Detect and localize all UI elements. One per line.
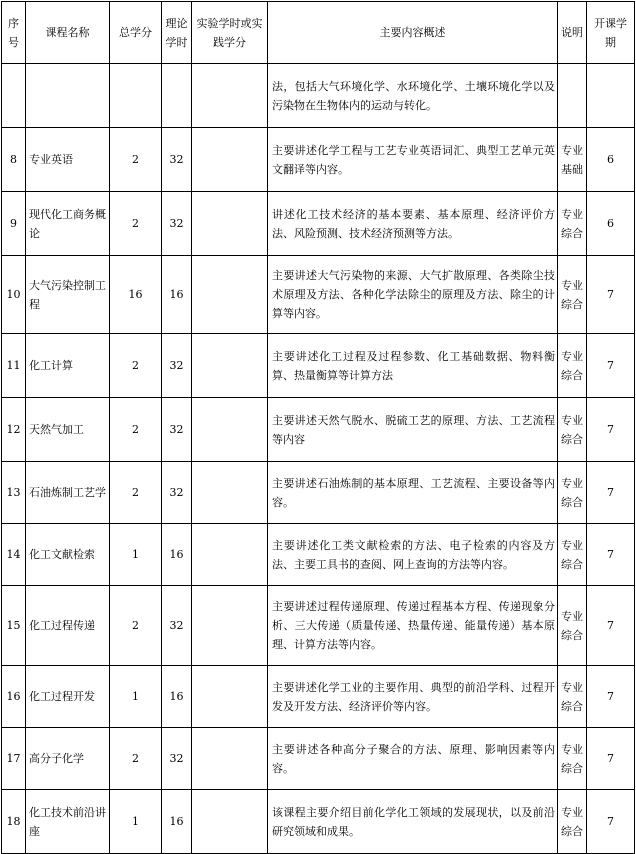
course-table	[1, 1, 635, 854]
practice-hours	[192, 192, 268, 256]
semester	[587, 64, 635, 128]
table-row	[2, 586, 635, 666]
row-number: 9	[2, 192, 26, 256]
total-credits: 1	[110, 666, 162, 728]
content-summary: 主要讲述化工类文献检索的方法、电子检索的内容及方法、主要工具书的查阅、网上查询的方法等内容。	[268, 524, 558, 586]
theory-hours: 16	[162, 524, 192, 586]
practice-hours	[192, 586, 268, 666]
course-name: 现代化工商务概论	[26, 192, 110, 256]
content-summary: 主要讲述化学工程与工艺专业英语词汇、典型工艺单元英文翻译等内容。	[268, 128, 558, 192]
table-row	[2, 128, 635, 192]
header-theory-hours: 理论学时	[162, 2, 192, 64]
semester: 7	[587, 666, 635, 728]
semester: 7	[587, 256, 635, 334]
course-name: 高分子化学	[26, 728, 110, 790]
content-summary: 法，包括大气环境化学、水环境化学、土壤环境化学以及污染物在生物体内的运动与转化。	[268, 64, 558, 128]
table-row	[2, 334, 635, 398]
practice-hours	[192, 334, 268, 398]
table-row	[2, 256, 635, 334]
course-note: 专业综合	[558, 334, 587, 398]
course-note: 专业综合	[558, 524, 587, 586]
total-credits: 2	[110, 192, 162, 256]
semester: 7	[587, 398, 635, 462]
table-body	[2, 64, 635, 854]
table-row	[2, 462, 635, 524]
course-note: 专业综合	[558, 256, 587, 334]
table-row	[2, 192, 635, 256]
table-row	[2, 728, 635, 790]
total-credits: 2	[110, 128, 162, 192]
row-number: 18	[2, 790, 26, 854]
course-name: 化工过程传递	[26, 586, 110, 666]
course-name: 化工计算	[26, 334, 110, 398]
course-name: 化工技术前沿讲座	[26, 790, 110, 854]
semester: 7	[587, 524, 635, 586]
course-name: 化工过程开发	[26, 666, 110, 728]
semester: 6	[587, 192, 635, 256]
theory-hours: 32	[162, 728, 192, 790]
total-credits	[110, 64, 162, 128]
course-note: 专业基础	[558, 128, 587, 192]
content-summary: 讲述化工技术经济的基本要素、基本原理、经济评价方法、风险预测、技术经济预测等方法。	[268, 192, 558, 256]
course-name	[26, 64, 110, 128]
course-name: 大气污染控制工程	[26, 256, 110, 334]
semester: 7	[587, 728, 635, 790]
course-note: 专业综合	[558, 398, 587, 462]
content-summary: 该课程主要介绍目前化学化工领域的发展现状，以及前沿研究领域和成果。	[268, 790, 558, 854]
header-note: 说明	[558, 2, 587, 64]
row-number: 12	[2, 398, 26, 462]
practice-hours	[192, 64, 268, 128]
content-summary: 主要讲述化学工业的主要作用、典型的前沿学科、过程开发及开发方法、经济评价等内容。	[268, 666, 558, 728]
table-row	[2, 64, 635, 128]
total-credits: 16	[110, 256, 162, 334]
course-note: 专业综合	[558, 728, 587, 790]
content-summary: 主要讲述天然气脱水、脱硫工艺的原理、方法、工艺流程等内容	[268, 398, 558, 462]
course-name: 专业英语	[26, 128, 110, 192]
course-note: 专业综合	[558, 462, 587, 524]
row-number: 10	[2, 256, 26, 334]
header-course-name: 课程名称	[26, 2, 110, 64]
practice-hours	[192, 128, 268, 192]
total-credits: 2	[110, 398, 162, 462]
header-summary: 主要内容概述	[268, 2, 558, 64]
header-credits: 总学分	[110, 2, 162, 64]
course-name: 天然气加工	[26, 398, 110, 462]
course-note: 专业综合	[558, 192, 587, 256]
practice-hours	[192, 398, 268, 462]
row-number: 11	[2, 334, 26, 398]
content-summary: 主要讲述各种高分子聚合的方法、原理、影响因素等内容。	[268, 728, 558, 790]
course-note: 专业综合	[558, 666, 587, 728]
table-row	[2, 398, 635, 462]
semester: 7	[587, 586, 635, 666]
row-number: 15	[2, 586, 26, 666]
content-summary: 主要讲述化工过程及过程参数、化工基础数据、物料衡算、热量衡算等计算方法	[268, 334, 558, 398]
theory-hours: 32	[162, 192, 192, 256]
practice-hours	[192, 462, 268, 524]
header-practice: 实验学时或实践学分	[192, 2, 268, 64]
total-credits: 1	[110, 790, 162, 854]
row-number: 16	[2, 666, 26, 728]
theory-hours: 16	[162, 666, 192, 728]
total-credits: 2	[110, 586, 162, 666]
theory-hours: 32	[162, 398, 192, 462]
content-summary: 主要讲述石油炼制的基本原理、工艺流程、主要设备等内容。	[268, 462, 558, 524]
course-note: 专业综合	[558, 586, 587, 666]
table-row	[2, 790, 635, 854]
semester: 7	[587, 334, 635, 398]
total-credits: 2	[110, 334, 162, 398]
row-number	[2, 64, 26, 128]
semester: 7	[587, 462, 635, 524]
total-credits: 1	[110, 524, 162, 586]
total-credits: 2	[110, 728, 162, 790]
row-number: 14	[2, 524, 26, 586]
total-credits: 2	[110, 462, 162, 524]
theory-hours: 16	[162, 256, 192, 334]
row-number: 17	[2, 728, 26, 790]
table-row	[2, 524, 635, 586]
practice-hours	[192, 666, 268, 728]
course-name: 化工文献检索	[26, 524, 110, 586]
row-number: 13	[2, 462, 26, 524]
header-semester: 开课学期	[587, 2, 635, 64]
theory-hours	[162, 64, 192, 128]
course-name: 石油炼制工艺学	[26, 462, 110, 524]
semester: 6	[587, 128, 635, 192]
header-row	[2, 2, 635, 64]
content-summary: 主要讲述大气污染物的来源、大气扩散原理、各类除尘技术原理及方法、各种化学法除尘的原理及方法、除尘的计算等内容。	[268, 256, 558, 334]
theory-hours: 32	[162, 128, 192, 192]
theory-hours: 32	[162, 462, 192, 524]
content-summary: 主要讲述过程传递原理、传递过程基本方程、传递现象分析、三大传递（质量传递、热量传递、能量传递）基本原理、计算方法等内容。	[268, 586, 558, 666]
course-note: 专业综合	[558, 790, 587, 854]
practice-hours	[192, 790, 268, 854]
theory-hours: 16	[162, 790, 192, 854]
practice-hours	[192, 256, 268, 334]
row-number: 8	[2, 128, 26, 192]
header-no: 序号	[2, 2, 26, 64]
practice-hours	[192, 524, 268, 586]
practice-hours	[192, 728, 268, 790]
theory-hours: 32	[162, 334, 192, 398]
course-note	[558, 64, 587, 128]
semester: 7	[587, 790, 635, 854]
table-row	[2, 666, 635, 728]
theory-hours: 32	[162, 586, 192, 666]
